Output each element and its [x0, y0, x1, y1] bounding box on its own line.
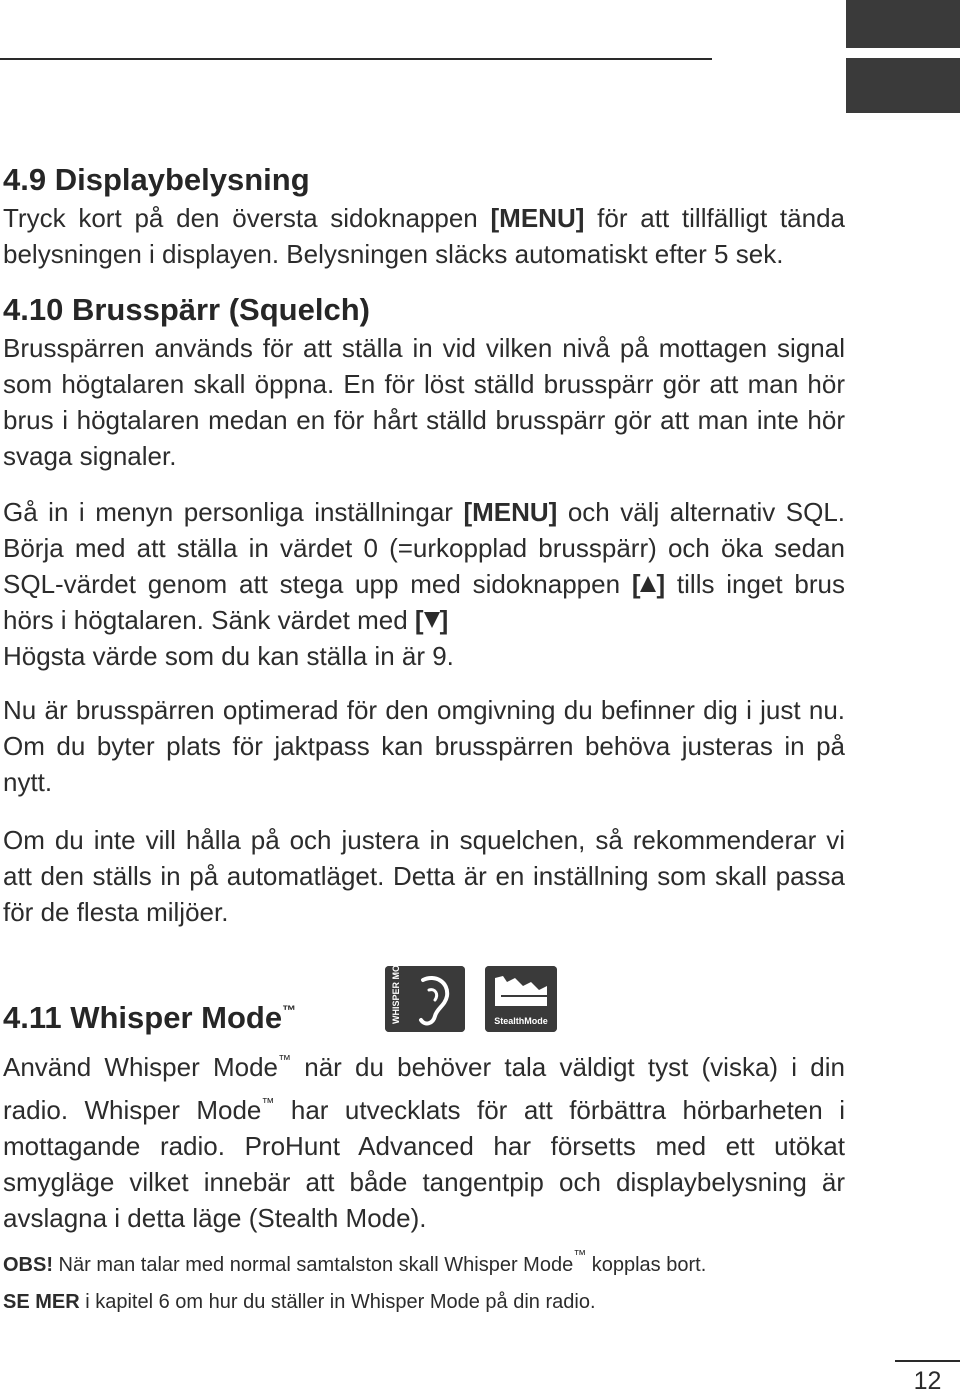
bracket: [ [414, 605, 424, 635]
text: har utvecklats för att förbättra hörbarheten i mottagande radio. ProHunt Advanced har försetts med ett utökat smygläge vilket innebär att både tangentpip och displaybelysning är avslagna i detta läge (Stealth Mode). [3, 1095, 845, 1233]
paragraph: Brusspärren används för att ställa in vid vilken nivå på mottagen signal som högtalaren skall öppna. En för löst ställd brusspärr gör att man hör brus i högtalaren medan en för hårt ställd brusspärr gör att man inte hör svaga signaler. [3, 333, 845, 471]
section-4-10 [3, 290, 845, 930]
section-4-9 [3, 160, 845, 272]
down-arrow-icon [424, 612, 440, 628]
bracket: ] [656, 569, 666, 599]
trademark: ™ [282, 1002, 297, 1018]
header-rule [0, 58, 712, 60]
paragraph [3, 1042, 845, 1236]
stealth-mode-icon [485, 966, 557, 1032]
text: kopplas bort. [586, 1254, 707, 1276]
see-more-note [3, 1284, 845, 1320]
section-title [3, 990, 296, 1038]
bracket: [ [631, 569, 641, 599]
text: Högsta värde som du kan ställa in är 9. [3, 641, 454, 671]
paragraph: Nu är brusspärren optimerad för den omgivning du befinner dig i just nu. Om du byter plats för jaktpass kan brusspärren behöva justeras in på nytt. [3, 695, 845, 797]
menu-key-label: [MENU] [463, 497, 558, 527]
page-number: 12 [913, 1367, 942, 1395]
see-more-label: SE MER [3, 1291, 80, 1313]
trademark: ™ [278, 1052, 292, 1067]
chapter-tab-top [846, 0, 960, 48]
page-number-box [895, 1360, 960, 1397]
up-arrow-icon [640, 576, 656, 592]
text: Använd Whisper Mode [3, 1052, 279, 1082]
title-text: 4.11 Whisper Mode [3, 1000, 283, 1035]
text: för att tillfälligt tända belysningen i displayen. Belysningen släcks automatiskt efter 5 sek. [3, 203, 845, 269]
paragraph [3, 494, 845, 674]
text: Gå in i menyn personliga inställningar [3, 497, 464, 527]
text: och välj alternativ SQL. Börja med att ställa in värdet 0 (=urkopplad brusspärr) och öka sedan SQL-värdet genom att stega upp med sidoknappen [3, 497, 846, 599]
chapter-tab-bottom [846, 58, 960, 113]
text: när du behöver tala väldigt tyst (viska) i din radio. Whisper Mode [3, 1052, 845, 1125]
bracket: ] [439, 605, 449, 635]
section-heading-row [3, 966, 845, 1042]
text: När man talar med normal samtalston skall Whisper Mode [53, 1254, 574, 1276]
trademark: ™ [261, 1095, 275, 1110]
obs-label: OBS! [3, 1254, 53, 1276]
page-content [3, 160, 845, 1320]
text: tills inget brus hörs i högtalaren. Sänk värdet med [3, 569, 845, 635]
whisper-mode-ear-icon [385, 966, 465, 1032]
menu-key-label: [MENU] [490, 203, 585, 233]
text: i kapitel 6 om hur du ställer in Whisper Mode på din radio. [79, 1291, 596, 1313]
section-4-11 [3, 966, 845, 1320]
text: Tryck kort på den översta sidoknappen [3, 203, 491, 233]
section-title: 4.9 Displaybelysning [3, 162, 310, 197]
whisper-icon-label: WHISPER MODE [391, 966, 401, 1024]
obs-note [3, 1236, 845, 1284]
paragraph: Om du inte vill hålla på och justera in squelchen, så rekommenderar vi att den ställs in på automatläget. Detta är en inställning som skall passa för de flesta miljöer. [3, 825, 845, 927]
whisper-paragraph [3, 1042, 845, 1236]
trademark: ™ [573, 1247, 587, 1262]
section-title: 4.10 Brusspärr (Squelch) [3, 292, 370, 327]
stealth-icon-label: StealthMode [494, 1016, 548, 1026]
paragraph [3, 200, 845, 272]
